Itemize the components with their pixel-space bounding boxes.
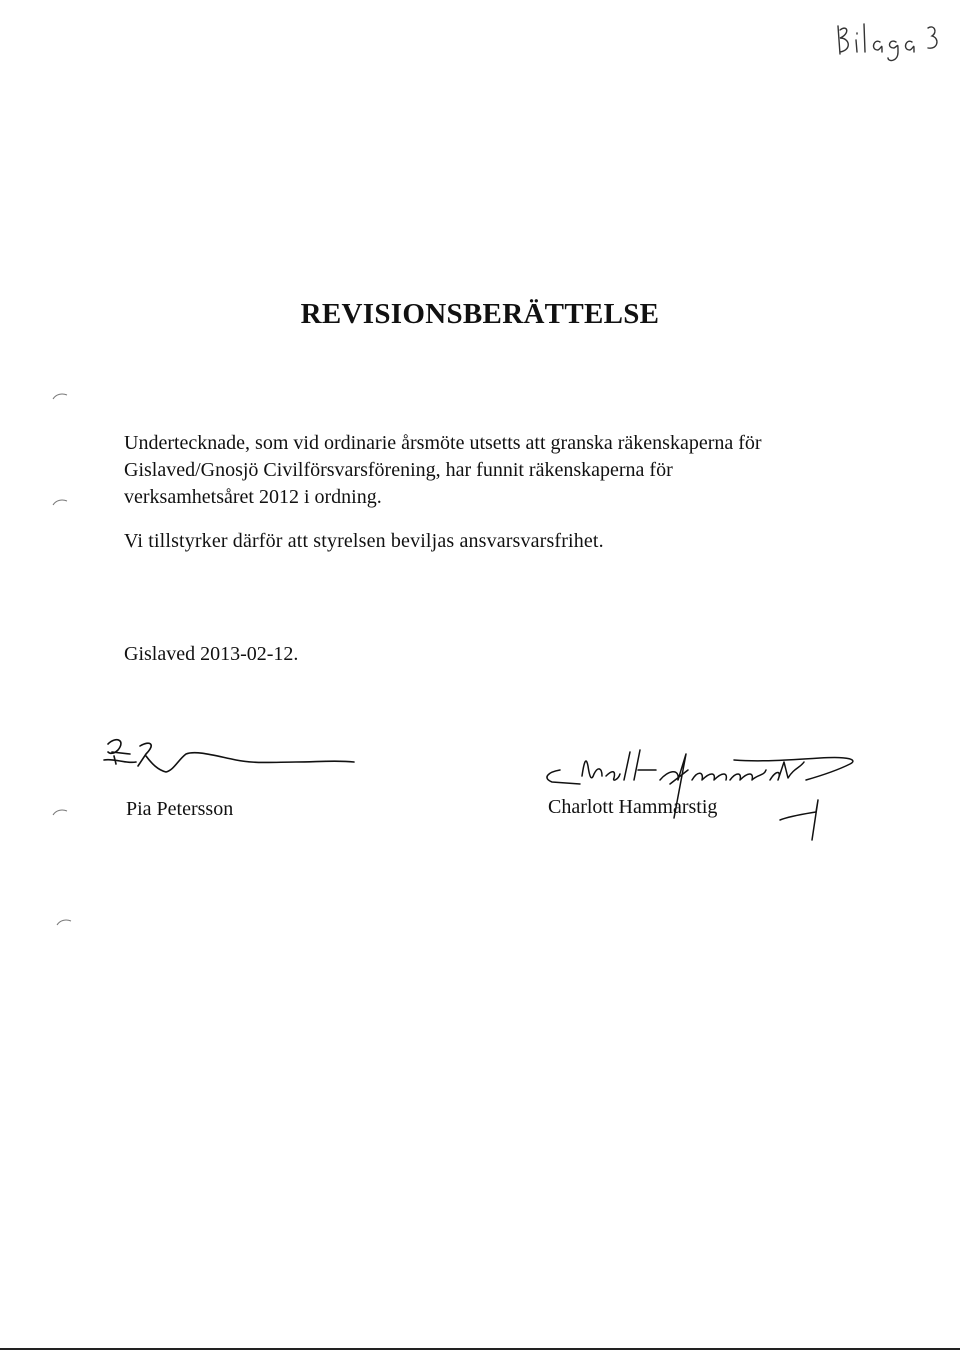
signatory-name-left: Pia Petersson: [126, 798, 234, 820]
bilaga-3-handwriting: [834, 18, 944, 66]
handwritten-annotation: [834, 18, 944, 66]
margin-hole-mark: [52, 392, 68, 400]
signatory-name-right: Charlott Hammarstig: [548, 796, 718, 818]
margin-hole-mark: [56, 918, 72, 926]
handwritten-signature-left: [96, 730, 366, 790]
place-and-date: Gislaved 2013-02-12.: [124, 643, 299, 665]
paragraph-1-line-1: Undertecknade, som vid ordinarie årsmöte utsetts att granska räkenskaperna för: [124, 432, 762, 454]
document-body: [124, 430, 864, 555]
paragraph-2: Vi tillstyrker därför att styrelsen beviljas ansvarsvarsfrihet.: [124, 530, 604, 552]
document-title: REVISIONSBERÄTTELSE: [300, 298, 660, 330]
paragraph-1-line-3: verksamhetsåret 2012 i ordning.: [124, 486, 382, 508]
paragraph-1-line-2: Gislaved/Gnosjö Civilförsvarsförening, har funnit räkenskaperna för: [124, 459, 673, 481]
margin-hole-mark: [52, 498, 68, 506]
margin-hole-mark: [52, 808, 68, 816]
scan-edge-line: [0, 1348, 960, 1350]
signature-block-right: [520, 740, 880, 870]
signature-block-left: [96, 730, 366, 830]
